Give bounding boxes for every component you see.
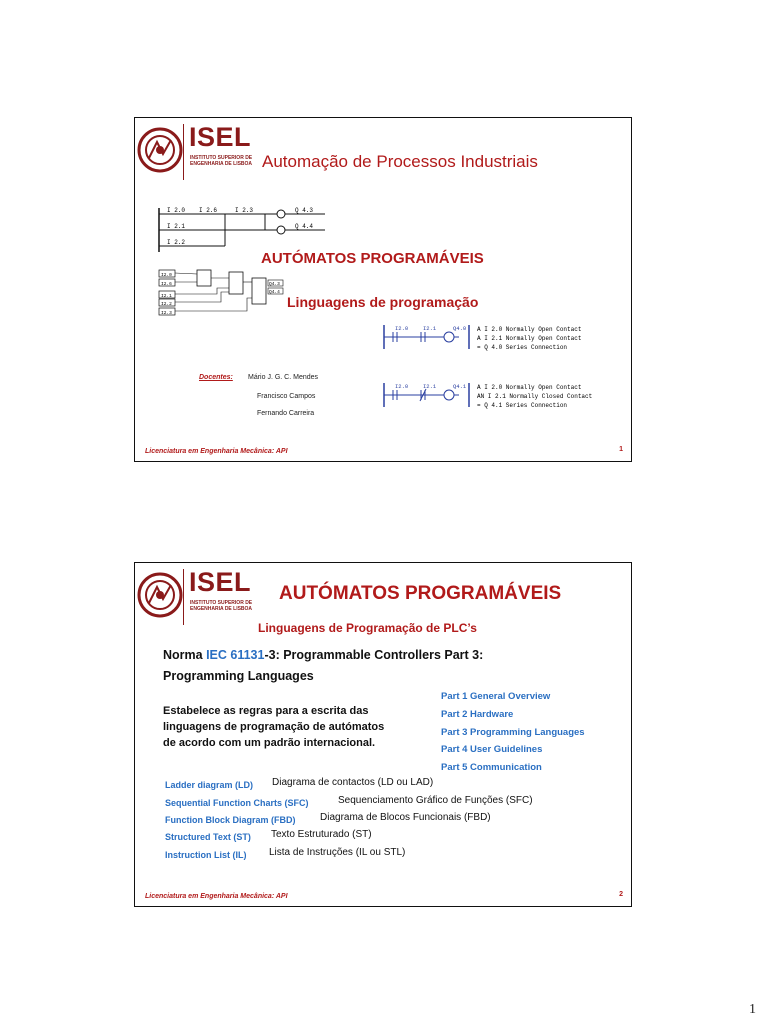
code-line: AN I 2.1 Normally Closed Contact	[477, 393, 593, 400]
code-line: A I 2.1 Normally Open Contact	[477, 335, 582, 342]
code-line: A I 2.0 Normally Open Contact	[477, 384, 582, 391]
ladder-label: I 2.3	[235, 207, 254, 214]
fbd-input: I2.1	[161, 294, 172, 299]
docente-name: Francisco Campos	[257, 393, 316, 400]
iec-part-item: Part 3 Programming Languages	[441, 727, 585, 738]
fbd-output: Q4.3	[269, 282, 280, 287]
isel-emblem-icon	[137, 120, 183, 180]
language-name: Function Block Diagram (FBD)	[165, 815, 296, 825]
docente-name: Mário J. G. C. Mendes	[248, 374, 319, 381]
docentes-label: Docentes:	[199, 374, 233, 381]
language-name: Instruction List (IL)	[165, 850, 247, 860]
ladder-label: I 2.1	[167, 223, 186, 230]
code-line: = Q 4.0 Series Connection	[477, 344, 568, 351]
iec-part-item: Part 2 Hardware	[441, 709, 514, 720]
slide-heading: AUTÓMATOS PROGRAMÁVEIS	[261, 250, 484, 267]
description-line: Estabelece as regras para a escrita das	[163, 705, 369, 717]
slide-1	[134, 117, 632, 462]
ladder-label: I 2.2	[167, 239, 186, 246]
code-line: = Q 4.1 Series Connection	[477, 402, 568, 409]
ladder-label: Q 4.3	[295, 207, 314, 214]
language-name: Structured Text (ST)	[165, 832, 251, 842]
docente-name: Fernando Carreira	[257, 410, 315, 417]
contact-label: I2.0	[395, 325, 409, 332]
fbd-input: I2.3	[161, 311, 172, 316]
slide-footer: Licenciatura em Engenharia Mecânica: API	[145, 893, 288, 900]
norma-code: IEC 61131	[206, 648, 265, 662]
norma-prefix: Norma	[163, 648, 207, 662]
language-description: Diagrama de contactos (LD ou LAD)	[272, 777, 434, 788]
ladder-label: I 2.0	[167, 207, 186, 214]
ladder-example-1	[381, 322, 613, 352]
norma-suffix: -3: Programmable Controllers Part 3:	[264, 648, 484, 662]
slide-2	[134, 562, 632, 907]
language-name: Sequential Function Charts (SFC)	[165, 798, 309, 808]
fbd-input: I2.6	[161, 282, 172, 287]
logo-text: ISEL	[189, 567, 252, 597]
description-line: linguagens de programação de autómatos	[163, 721, 385, 733]
contact-label: I2.1	[423, 325, 437, 332]
slide-number: 1	[619, 446, 623, 453]
isel-logo	[137, 120, 257, 180]
slide-title: Automação de Processos Industriais	[262, 152, 538, 171]
logo-subtitle: INSTITUTO SUPERIOR DE ENGENHARIA DE LISBOA	[190, 155, 253, 167]
isel-emblem-icon	[137, 565, 183, 625]
norma-line-2: Programming Languages	[163, 669, 314, 683]
iec-part-item: Part 5 Communication	[441, 762, 542, 773]
language-description: Texto Estruturado (ST)	[271, 829, 372, 840]
fbd-output: Q4.4	[269, 290, 280, 295]
contact-label: I2.0	[395, 383, 409, 390]
logo-text: ISEL	[189, 122, 252, 152]
fbd-input: I2.2	[161, 302, 172, 307]
norma-line-1	[163, 648, 483, 662]
iec-part-item: Part 1 General Overview	[441, 691, 551, 702]
language-name: Ladder diagram (LD)	[165, 780, 254, 790]
contact-label: I2.1	[423, 383, 437, 390]
isel-logo	[137, 565, 257, 625]
code-line: A I 2.0 Normally Open Contact	[477, 326, 582, 333]
logo-divider	[183, 124, 184, 180]
logo-subtitle: INSTITUTO SUPERIOR DE ENGENHARIA DE LISBOA	[190, 600, 253, 612]
language-description: Diagrama de Blocos Funcionais (FBD)	[320, 812, 491, 823]
language-description: Lista de Instruções (IL ou STL)	[269, 847, 406, 858]
slide-subtitle: Linguagens de Programação de PLC’s	[258, 621, 477, 635]
language-description: Sequenciamento Gráfico de Funções (SFC)	[338, 795, 533, 806]
coil-label: Q4.0	[453, 325, 467, 332]
slide-footer: Licenciatura em Engenharia Mecânica: API	[145, 448, 288, 455]
slide-number: 2	[619, 891, 623, 898]
ladder-label: I 2.6	[199, 207, 218, 214]
ladder-label: Q 4.4	[295, 223, 314, 230]
coil-label: Q4.1	[453, 383, 467, 390]
fbd-input: I2.0	[161, 273, 172, 278]
ladder-example-2	[381, 380, 613, 410]
logo-divider	[183, 569, 184, 625]
document-page-number: 1	[749, 1002, 756, 1017]
fbd-diagram	[157, 268, 287, 318]
slide-subheading: Linguagens de programação	[287, 294, 479, 310]
ladder-diagram	[155, 204, 335, 256]
slide-title: AUTÓMATOS PROGRAMÁVEIS	[279, 583, 562, 604]
description-line: de acordo com um padrão internacional.	[163, 737, 376, 749]
iec-part-item: Part 4 User Guidelines	[441, 744, 543, 755]
